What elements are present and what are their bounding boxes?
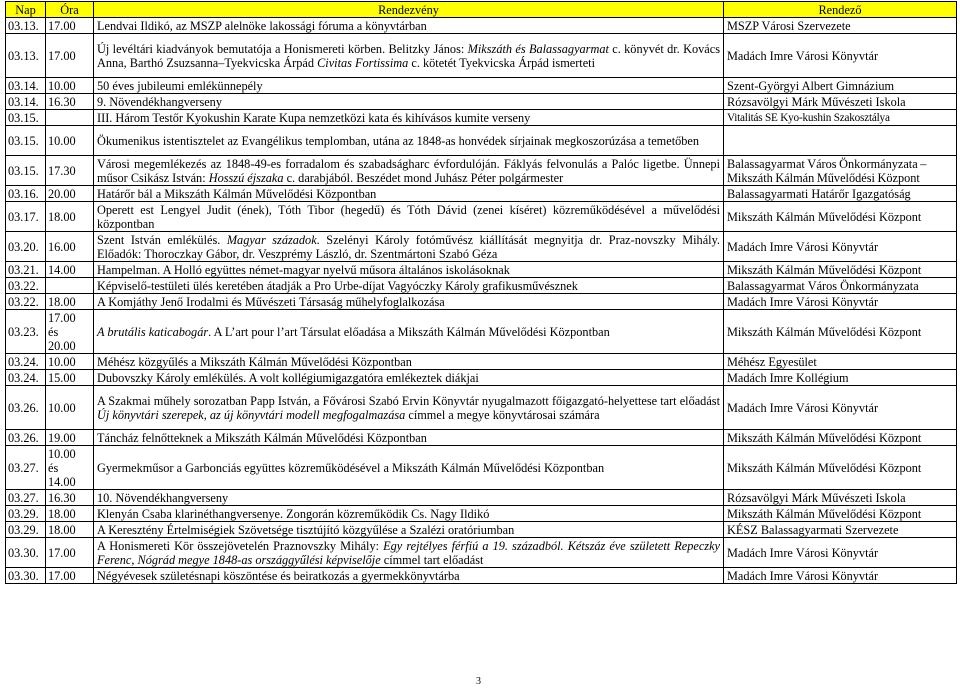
- header-ora: Óra: [46, 2, 94, 18]
- header-rendezo: Rendező: [724, 2, 957, 18]
- cell-organizer: [724, 126, 957, 156]
- cell-time: [46, 110, 94, 126]
- events-table-body: [6, 18, 957, 584]
- page-number: 3: [476, 676, 481, 687]
- cell-time: 17.00: [46, 568, 94, 584]
- event-title-italic: Egy rejtélyes férfiú a 19. századból. Kétszáz éve született Repeczky Ferenc, Nógrád megye 1848-as országgyűlési képviselője: [97, 538, 720, 567]
- cell-day: 03.24.: [6, 354, 46, 370]
- table-row: [6, 156, 957, 186]
- table-row: [6, 94, 957, 110]
- table-row: [6, 78, 957, 94]
- cell-organizer: Mikszáth Kálmán Művelődési Központ: [724, 446, 957, 490]
- cell-event: [94, 110, 724, 126]
- cell-event: [94, 202, 724, 232]
- cell-time: 17.00: [46, 34, 94, 78]
- table-row: [6, 370, 957, 386]
- cell-time: 18.00: [46, 294, 94, 310]
- cell-day: 03.16.: [6, 186, 46, 202]
- event-text: 10. Növendékhangverseny: [97, 490, 229, 505]
- cell-event: [94, 490, 724, 506]
- table-row: [6, 354, 957, 370]
- table-row: [6, 446, 957, 490]
- event-text: III. Három Testőr Kyokushin Karate Kupa nemzetközi kata és kihívásos kumite verseny: [97, 110, 531, 125]
- cell-day: 03.26.: [6, 386, 46, 430]
- cell-day: 03.29.: [6, 506, 46, 522]
- cell-organizer: Mikszáth Kálmán Művelődési Központ: [724, 506, 957, 522]
- event-text: Ökumenikus istentisztelet az Evangélikus templomban, utána az 1848-as honvédek sírjainak megkoszorúzása a temetőben: [97, 133, 700, 148]
- table-row: [6, 202, 957, 232]
- event-text: . A L’art pour l’art Társulat előadása a Mikszáth Kálmán Művelődési Központban: [208, 324, 610, 339]
- events-table: [5, 1, 957, 584]
- cell-day: 03.24.: [6, 370, 46, 386]
- cell-time: [46, 446, 94, 490]
- table-row: [6, 186, 957, 202]
- cell-organizer: MSZP Városi Szervezete: [724, 18, 957, 34]
- cell-time: 15.00: [46, 370, 94, 386]
- cell-event: [94, 538, 724, 568]
- event-text: Képviselő-testületi ülés keretében átadják a Pro Urbe-díjat Vagyóczky Károly grafikusművésznek: [97, 278, 578, 293]
- event-text: Négyévesek születésnapi köszöntése és beiratkozás a gyermekkönyvtárba: [97, 568, 460, 583]
- cell-time: 20.00: [46, 186, 94, 202]
- cell-day: 03.17.: [6, 202, 46, 232]
- cell-time: 14.00: [46, 262, 94, 278]
- cell-organizer: Mikszáth Kálmán Művelődési Központ: [724, 262, 957, 278]
- cell-day: 03.29.: [6, 522, 46, 538]
- time-line: 10.00: [48, 446, 76, 461]
- cell-event: [94, 186, 724, 202]
- table-row: [6, 386, 957, 430]
- cell-organizer: Mikszáth Kálmán Művelődési Központ: [724, 202, 957, 232]
- cell-day: 03.30.: [6, 538, 46, 568]
- cell-time: 17.00: [46, 538, 94, 568]
- event-text: Méhész közgyűlés a Mikszáth Kálmán Művelődési Központban: [97, 354, 412, 369]
- event-text: Gyermekműsor a Garbonciás együttes közreműködésével a Mikszáth Kálmán Művelődési Központban: [97, 460, 605, 475]
- event-text: A Honismereti Kör összejövetelén Praznovszky Mihály:: [97, 538, 384, 553]
- cell-time: 10.00: [46, 126, 94, 156]
- cell-time: 16.00: [46, 232, 94, 262]
- table-row: [6, 430, 957, 446]
- cell-organizer: Madách Imre Városi Könyvtár: [724, 232, 957, 262]
- cell-day: 03.13.: [6, 18, 46, 34]
- cell-event: [94, 126, 724, 156]
- cell-day: 03.14.: [6, 78, 46, 94]
- event-text: 9. Növendékhangverseny: [97, 94, 222, 109]
- cell-time: 17.00: [46, 18, 94, 34]
- table-row: [6, 568, 957, 584]
- cell-day: 03.23.: [6, 310, 46, 354]
- table-row: [6, 18, 957, 34]
- table-row: [6, 538, 957, 568]
- time-line: 20.00: [48, 338, 76, 353]
- cell-organizer: Rózsavölgyi Márk Művészeti Iskola: [724, 94, 957, 110]
- cell-organizer: Madách Imre Városi Könyvtár: [724, 386, 957, 430]
- cell-day: 03.27.: [6, 490, 46, 506]
- table-row: [6, 232, 957, 262]
- cell-event: [94, 446, 724, 490]
- cell-day: 03.15.: [6, 126, 46, 156]
- table-row: [6, 34, 957, 78]
- header-rendezveny: Rendezvény: [94, 2, 724, 18]
- cell-organizer: Madách Imre Városi Könyvtár: [724, 294, 957, 310]
- table-row: [6, 506, 957, 522]
- event-text: Városi megemlékezés az 1848-49-es forradalom és szabadságharc évfordulóján. Fáklyás felvonulás a Palóc ligetbe. Ünnepi műsor Csikász István:: [97, 156, 720, 185]
- event-text: A Komjáthy Jenő Irodalmi és Művészeti Társaság műhelyfoglalkozása: [97, 294, 445, 309]
- cell-time: 19.00: [46, 430, 94, 446]
- cell-time: 10.00: [46, 78, 94, 94]
- cell-day: 03.14.: [6, 94, 46, 110]
- table-row: [6, 126, 957, 156]
- cell-time: 18.00: [46, 506, 94, 522]
- cell-organizer: Balassagyarmat Város Önkormányzata: [724, 278, 957, 294]
- cell-time: 10.00: [46, 386, 94, 430]
- event-text: címmel a megye könyvtárosai számára: [405, 407, 600, 422]
- event-text: c. kötetét Tyekvicska Árpád ismerteti: [408, 55, 596, 70]
- cell-day: 03.22.: [6, 294, 46, 310]
- table-row: [6, 490, 957, 506]
- cell-organizer: Mikszáth Kálmán Művelődési Központ: [724, 430, 957, 446]
- event-text: . Szelényi Károly fotóművész kiállítását megnyitja dr. Praz-novszky Mihály. Előadók: Thoroczkay Gábor, dr. Veszprémy László, dr. Szentmártoni Szabó Géza: [97, 232, 720, 261]
- cell-event: [94, 34, 724, 78]
- cell-event: [94, 354, 724, 370]
- event-text: A Szakmai műhely sorozatban Papp István, a Fővárosi Szabó Ervin Könyvtár nyugalmazott főigazgató-helyettese tart előadást: [97, 393, 720, 408]
- cell-organizer: Madách Imre Városi Könyvtár: [724, 34, 957, 78]
- event-text: Klenyán Csaba klarinéthangversenye. Zongorán közreműködik Cs. Nagy Ildikó: [97, 506, 490, 521]
- table-row: [6, 310, 957, 354]
- cell-day: 03.15.: [6, 156, 46, 186]
- cell-event: [94, 370, 724, 386]
- time-line: 14.00: [48, 474, 76, 489]
- event-text: Lendvai Ildikó, az MSZP alelnöke lakossági fóruma a könyvtárban: [97, 18, 427, 33]
- cell-organizer: Szent-Györgyi Albert Gimnázium: [724, 78, 957, 94]
- cell-day: 03.21.: [6, 262, 46, 278]
- cell-organizer: Madách Imre Városi Könyvtár: [724, 538, 957, 568]
- cell-organizer: Méhész Egyesület: [724, 354, 957, 370]
- cell-day: 03.27.: [6, 446, 46, 490]
- cell-time: 17.30: [46, 156, 94, 186]
- cell-day: 03.26.: [6, 430, 46, 446]
- cell-event: [94, 522, 724, 538]
- cell-organizer: Madách Imre Kollégium: [724, 370, 957, 386]
- event-title-italic: Civitas Fortissima: [317, 55, 409, 70]
- cell-event: [94, 18, 724, 34]
- cell-event: [94, 294, 724, 310]
- cell-day: 03.30.: [6, 568, 46, 584]
- time-line: és: [48, 324, 59, 339]
- event-text: Új levéltári kiadványok bemutatója a Honismereti körben. Belitzky János:: [97, 41, 468, 56]
- cell-event: [94, 262, 724, 278]
- event-text: Dubovszky Károly emlékülés. A volt kollégiumigazgatóra emlékeztek diákjai: [97, 370, 479, 385]
- cell-event: [94, 156, 724, 186]
- cell-organizer: KÉSZ Balassagyarmati Szervezete: [724, 522, 957, 538]
- event-text: Táncház felnőtteknek a Mikszáth Kálmán Művelődési Központban: [97, 430, 427, 445]
- event-title-italic: Hosszú éjszaka: [208, 170, 284, 185]
- event-text: Szent István emlékülés.: [97, 232, 227, 247]
- cell-event: [94, 430, 724, 446]
- event-title-italic: Magyar századok: [226, 232, 317, 247]
- cell-time: 18.00: [46, 522, 94, 538]
- table-row: [6, 278, 957, 294]
- cell-time: 10.00: [46, 354, 94, 370]
- event-text: A Keresztény Értelmiségiek Szövetsége tisztújító közgyűlése a Szalézi oratóriumban: [97, 522, 515, 537]
- cell-day: 03.22.: [6, 278, 46, 294]
- event-title-italic: Mikszáth és Balassagyarmat: [467, 41, 609, 56]
- event-title-italic: A brutális katicabogár: [97, 324, 209, 339]
- cell-organizer: Rózsavölgyi Márk Művészeti Iskola: [724, 490, 957, 506]
- cell-day: 03.15.: [6, 110, 46, 126]
- event-text: Hampelman. A Holló együttes német-magyar nyelvű műsora általános iskolásoknak: [97, 262, 510, 277]
- cell-time: [46, 278, 94, 294]
- cell-organizer: Madách Imre Városi Könyvtár: [724, 568, 957, 584]
- cell-organizer: Balassagyarmat Város Önkormányzata – Mikszáth Kálmán Művelődési Központ: [724, 156, 957, 186]
- cell-event: [94, 94, 724, 110]
- cell-event: [94, 310, 724, 354]
- cell-organizer: Balassagyarmati Határőr Igazgatóság: [724, 186, 957, 202]
- cell-day: 03.13.: [6, 34, 46, 78]
- table-row: [6, 522, 957, 538]
- event-text: 50 éves jubileumi emlékünnepély: [97, 78, 263, 93]
- cell-event: [94, 506, 724, 522]
- cell-time: [46, 310, 94, 354]
- cell-time: 16.30: [46, 94, 94, 110]
- cell-event: [94, 78, 724, 94]
- cell-time: 18.00: [46, 202, 94, 232]
- time-line: és: [48, 460, 59, 475]
- event-text: c. könyvét dr. Kovács Anna, Barthó Zsuzsanna–Tyekvicska Árpád: [97, 41, 720, 70]
- time-line: 17.00: [48, 310, 76, 325]
- cell-event: [94, 568, 724, 584]
- table-row: [6, 262, 957, 278]
- table-row: [6, 110, 957, 126]
- cell-organizer: Mikszáth Kálmán Művelődési Központ: [724, 310, 957, 354]
- cell-time: 16.30: [46, 490, 94, 506]
- event-text: Operett est Lengyel Judit (ének), Tóth Tibor (hegedű) és Tóth Dávid (zenei kíséret) közreműködésével a művelődési központban: [97, 202, 720, 231]
- cell-organizer: Vitalitás SE Kyo-kushin Szakosztálya: [724, 110, 957, 126]
- cell-event: [94, 386, 724, 430]
- event-title-italic: Új könyvtári szerepek, az új könyvtári modell megfogalmazása: [97, 407, 406, 422]
- cell-event: [94, 232, 724, 262]
- event-text: Határőr bál a Mikszáth Kálmán Művelődési Központban: [97, 186, 377, 201]
- cell-day: 03.20.: [6, 232, 46, 262]
- event-text: c. darabjából. Beszédet mond Juhász Péter polgármester: [283, 170, 564, 185]
- table-header-row: [6, 2, 957, 18]
- cell-event: [94, 278, 724, 294]
- header-nap: Nap: [6, 2, 46, 18]
- event-text: címmel tart előadást: [380, 552, 484, 567]
- table-row: [6, 294, 957, 310]
